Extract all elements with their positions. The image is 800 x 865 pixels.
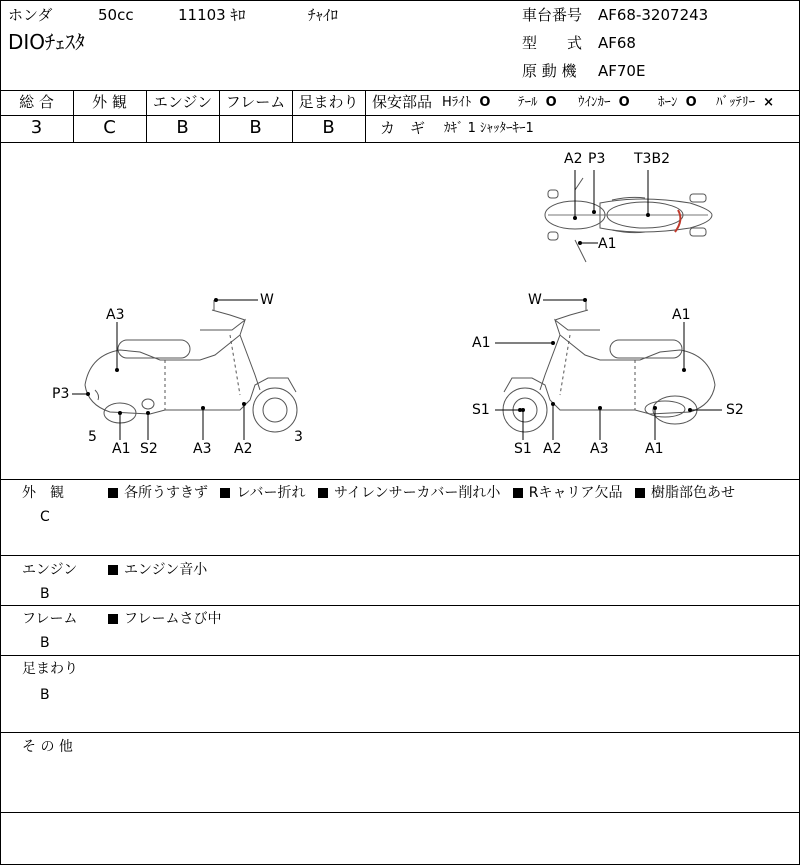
detail-label-other: そ の 他 — [22, 739, 73, 755]
divider — [0, 655, 800, 656]
safety-item-mark: O — [479, 95, 491, 110]
safety-item-mark: O — [685, 95, 697, 110]
bullet-icon — [108, 565, 118, 575]
engine-label: 原 動 機 — [522, 62, 577, 80]
divider — [0, 605, 800, 606]
safety-item-headlight — [442, 96, 490, 109]
detail-grade-frame: B — [40, 635, 50, 651]
detail-label-engine: エンジン — [22, 562, 78, 578]
detail-label-exterior: 外 観 — [22, 485, 64, 501]
detail-grade-engine: B — [40, 586, 50, 602]
safety-item-winker — [578, 96, 630, 109]
note-item: エンジン音小 — [124, 562, 208, 578]
top-label-a1: A1 — [598, 236, 617, 252]
bullet-icon — [220, 488, 230, 498]
safety-item-mark: O — [618, 95, 630, 110]
detail-notes-exterior — [108, 486, 735, 500]
divider — [0, 812, 800, 813]
detail-notes-frame — [108, 612, 221, 626]
safety-item-mark: × — [763, 95, 775, 110]
right-label-a1-bottom: A1 — [645, 441, 664, 457]
grade-value-exterior: C — [103, 117, 116, 138]
grade-label-suspension: 足まわり — [298, 93, 359, 111]
bullet-icon — [513, 488, 523, 498]
color: ﾁｬｲﾛ — [308, 6, 339, 24]
detail-label-suspension: 足まわり — [22, 661, 78, 677]
safety-label: 保安部品 — [372, 93, 433, 111]
note-item: レバー折れ — [236, 485, 306, 501]
note-item: 樹脂部色あせ — [650, 485, 735, 501]
right-label-a1-mid: A1 — [472, 335, 491, 351]
engine-value: AF70E — [598, 62, 646, 80]
top-view-scooter — [545, 178, 712, 262]
left-label-w: W — [260, 292, 274, 308]
key-value: ｶｷﾞ 1 ｼｬｯﾀｰｷｰ1 — [444, 121, 534, 136]
note-item: 各所うすきず — [124, 485, 208, 501]
right-label-s1-bottom: S1 — [514, 441, 532, 457]
frame-no-label: 車台番号 — [522, 6, 583, 24]
frame-no: AF68-3207243 — [598, 6, 709, 24]
top-label-p3: P3 — [588, 151, 606, 167]
right-label-s1: S1 — [472, 402, 490, 418]
model-name: DIOﾁｪｽﾀ — [8, 30, 86, 54]
detail-label-frame: フレーム — [22, 611, 78, 627]
note-item: サイレンサーカバー削れ小 — [333, 485, 501, 501]
left-label-a3-top: A3 — [106, 307, 125, 323]
right-label-a2: A2 — [543, 441, 562, 457]
grade-value-frame: B — [249, 117, 262, 138]
left-label-a3: A3 — [193, 441, 212, 457]
grid-line — [0, 115, 365, 116]
grade-label-frame: フレーム — [225, 93, 286, 111]
top-label-t3b2: T3B2 — [634, 151, 670, 167]
right-label-w: W — [528, 292, 542, 308]
divider — [0, 90, 800, 91]
left-label-5: 5 — [88, 429, 97, 445]
bullet-icon — [108, 614, 118, 624]
divider — [0, 479, 800, 480]
displacement: 50cc — [98, 6, 134, 24]
bullet-icon — [108, 488, 118, 498]
safety-item-name: ｳｲﾝｶｰ — [578, 95, 611, 110]
type-label: 型 式 — [522, 34, 583, 52]
mileage: 11103 ｷﾛ — [178, 6, 246, 24]
right-label-a3: A3 — [590, 441, 609, 457]
note-item: フレームさび中 — [124, 611, 222, 627]
safety-item-horn — [658, 96, 697, 109]
right-label-a1-top: A1 — [672, 307, 691, 323]
grade-label-engine: エンジン — [152, 93, 213, 111]
grid-line — [365, 115, 800, 116]
safety-item-mark: O — [545, 95, 557, 110]
divider — [0, 732, 800, 733]
bullet-icon — [318, 488, 328, 498]
detail-grade-suspension: B — [40, 687, 50, 703]
safety-item-name: ﾊﾞｯﾃﾘｰ — [716, 95, 755, 110]
top-label-a2: A2 — [564, 151, 583, 167]
left-label-s2: S2 — [140, 441, 158, 457]
grid-line — [365, 90, 366, 142]
safety-item-name: Hﾗｲﾄ — [442, 95, 472, 110]
right-label-s2: S2 — [726, 402, 744, 418]
note-item: Rキャリア欠品 — [528, 485, 623, 501]
detail-grade-exterior: C — [40, 509, 50, 525]
grade-value-total: 3 — [30, 117, 43, 138]
key-label: カ ギ — [380, 119, 426, 137]
safety-item-name: ﾎｰﾝ — [658, 95, 678, 110]
safety-item-battery — [716, 96, 774, 109]
divider — [0, 555, 800, 556]
left-label-a1: A1 — [112, 441, 131, 457]
safety-item-tail — [518, 96, 557, 109]
detail-notes-engine — [108, 563, 207, 577]
grade-label-total: 総 合 — [19, 93, 54, 111]
grade-value-engine: B — [176, 117, 189, 138]
bullet-icon — [635, 488, 645, 498]
left-label-3: 3 — [294, 429, 303, 445]
left-label-p3: P3 — [52, 386, 70, 402]
type-value: AF68 — [598, 34, 636, 52]
maker: ホンダ — [8, 6, 53, 24]
grade-label-exterior: 外 観 — [92, 93, 127, 111]
leader-lines — [72, 170, 722, 440]
left-label-a2: A2 — [234, 441, 253, 457]
grade-value-suspension: B — [322, 117, 335, 138]
safety-item-name: ﾃｰﾙ — [518, 95, 538, 110]
